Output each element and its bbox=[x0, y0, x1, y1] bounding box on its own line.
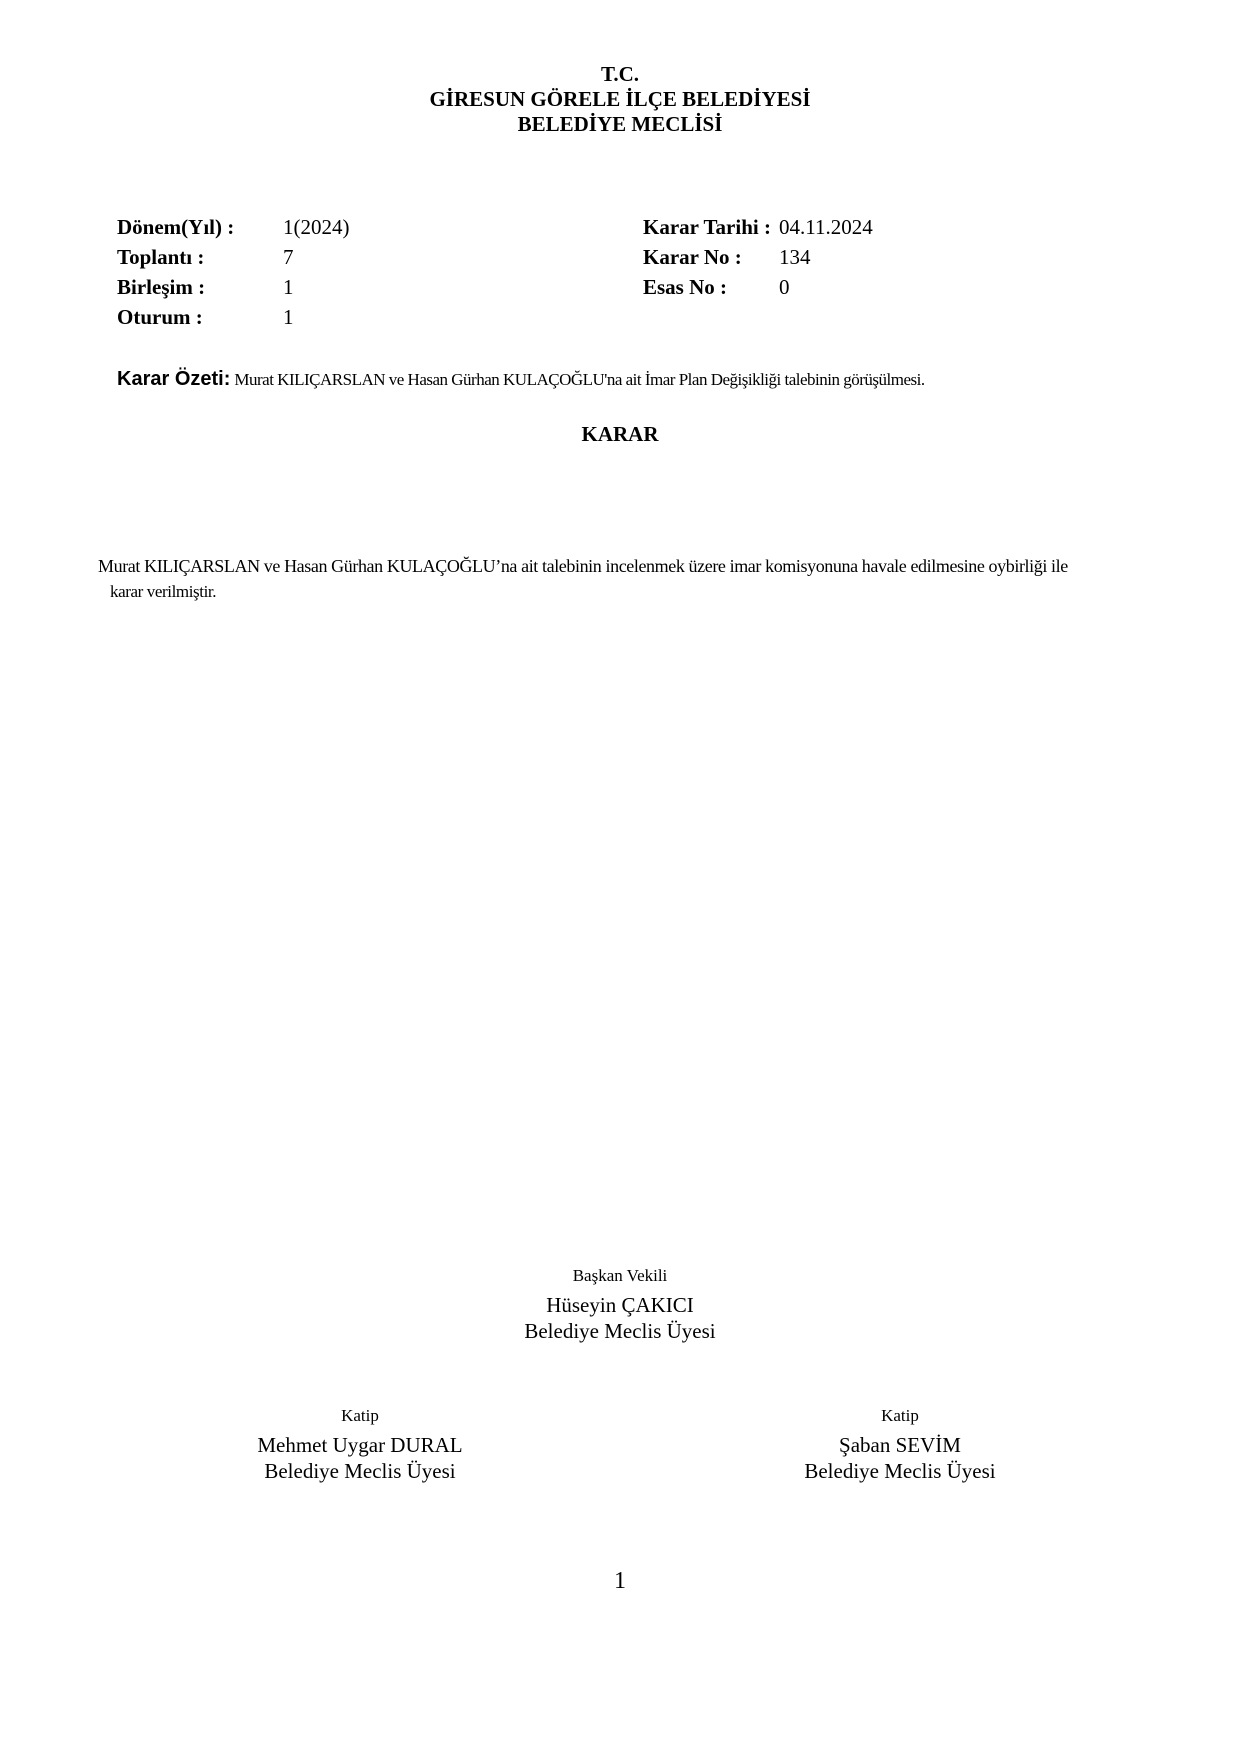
signature-clerk-right bbox=[700, 1404, 1100, 1484]
meta-value-oturum: 1 bbox=[283, 305, 294, 329]
meta-label-birlesim: Birleşim : bbox=[117, 275, 206, 299]
meta-value-esas-no: 0 bbox=[779, 275, 790, 299]
summary-text: Murat KILIÇARSLAN ve Hasan Gürhan KULAÇOĞLU'na ait İmar Plan Değişikliği talebinin görüşülmesi. bbox=[234, 370, 925, 389]
header-line-municipality: GİRESUN GÖRELE İLÇE BELEDİYESİ bbox=[429, 87, 811, 111]
meta-value-karar-tarihi: 04.11.2024 bbox=[779, 215, 873, 239]
signature-chair-role: Başkan Vekili bbox=[572, 1266, 668, 1285]
decision-body bbox=[98, 553, 1178, 605]
meta-label-karar-no: Karar No : bbox=[643, 245, 742, 269]
meta-value-donem: 1(2024) bbox=[283, 215, 350, 239]
signature-chair bbox=[420, 1264, 820, 1344]
meta-label-karar-tarihi: Karar Tarihi : bbox=[643, 215, 771, 239]
signature-clerk-left-role: Katip bbox=[341, 1406, 379, 1425]
signature-clerk-left-title: Belediye Meclis Üyesi bbox=[264, 1459, 456, 1483]
signature-chair-name: Hüseyin ÇAKICI bbox=[546, 1293, 694, 1317]
signature-chair-title: Belediye Meclis Üyesi bbox=[524, 1319, 716, 1343]
meta-label-toplanti: Toplantı : bbox=[117, 245, 205, 269]
summary-label: Karar Özeti: bbox=[117, 368, 231, 390]
decision-body-line2: karar verilmiştir. bbox=[110, 582, 217, 601]
meta-label-oturum: Oturum : bbox=[117, 305, 203, 329]
signature-clerk-right-title: Belediye Meclis Üyesi bbox=[804, 1459, 996, 1483]
meta-value-toplanti: 7 bbox=[283, 245, 294, 269]
signature-clerk-right-name: Şaban SEVİM bbox=[839, 1433, 961, 1457]
signature-clerk-left bbox=[160, 1404, 560, 1484]
header-line-council: BELEDİYE MECLİSİ bbox=[517, 112, 723, 136]
meta-value-karar-no: 134 bbox=[779, 245, 811, 269]
decision-heading: KARAR bbox=[581, 422, 659, 446]
header-line-tc: T.C. bbox=[600, 62, 640, 86]
decision-summary bbox=[117, 365, 1217, 395]
meta-label-donem: Dönem(Yıl) : bbox=[117, 215, 235, 239]
meta-label-esas-no: Esas No : bbox=[643, 275, 728, 299]
meta-value-birlesim: 1 bbox=[283, 275, 294, 299]
signature-clerk-left-name: Mehmet Uygar DURAL bbox=[257, 1433, 463, 1457]
decision-body-line1: Murat KILIÇARSLAN ve Hasan Gürhan KULAÇOĞLU’na ait talebinin incelenmek üzere imar komisyonuna havale edilmesine oybirliği ile bbox=[98, 556, 1068, 576]
document-header bbox=[0, 62, 1240, 137]
page-number: 1 bbox=[614, 1568, 626, 1594]
signature-clerk-right-role: Katip bbox=[881, 1406, 919, 1425]
